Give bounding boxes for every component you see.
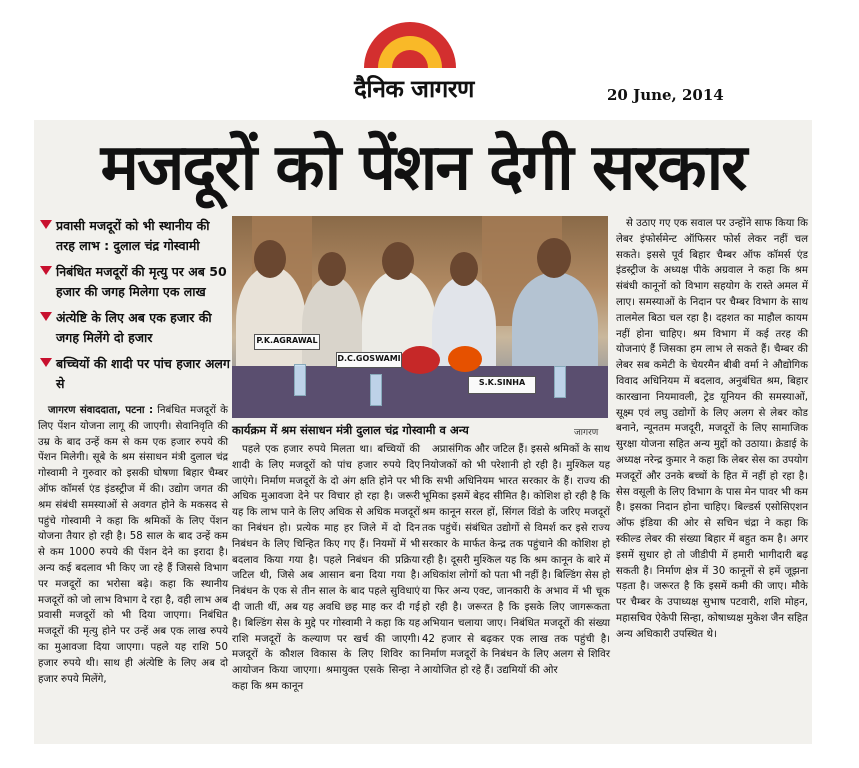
article-column-3 [422, 442, 610, 679]
column-text: पहले एक हजार रुपये मिलता था। बच्चियों की शादी के लिए मजदूरों को पांच हजार रुपये दिए जाएंगे। निर्माण मजदूरों के दो अंग क्षति होने पर भी अधिक मुआवजा देने पर विचार हो रहा है। जरूरी यह कि लाभ पाने के लिए अधिक से अधिक मजदूरों का निबंधन हो। प्रत्येक माह हर जिले में दो दिन निबंधन के लिए चिन्हित किए गए हैं। नियमों में भी बदलाव किया गया है। पहले निबंधन की प्रक्रिया जटिल थी, जिसे अब आसान बना दिया गया है। निबंधन के एक से तीन साल के बाद पहले सुविधाएं दी जाती थीं, अब यह अवधि छह माह कर दी गई है। बिल्डिंग सेस के मुद्दे पर गोस्वामी ने कहा कि यह राशि मजदूरों के कल्याण पर खर्च की जाएगी। मजदूरों के कौशल विकास के लिए शिविर का आयोजन किया जाएगा। श्रमायुक्त एसके सिन्हा ने कहा कि श्रम कानून [232, 444, 420, 692]
masthead-logo [336, 22, 492, 106]
flower-bouquet [400, 346, 440, 374]
person-head [382, 242, 414, 280]
masthead-name: दैनिक जागरण [354, 75, 474, 103]
highlight-item: प्रवासी मजदूरों को भी स्थानीय की तरह लाभ : दुलाल चंद्र गोस्वामी [40, 216, 232, 256]
column-text: अप्रासंगिक और जटिल हैं। इससे श्रमिकों के साथ नियोजकों को भी परेशानी हो रही है। मुश्किल यह कि सभी अधिनियम भारत सरकार के हैं। राज्य की भूमिका इसमें बेहद सीमित है। कोशिश हो रही है कि श्रम कानून सरल हों, सिंगल विंडो के जरिए मजदूरों तक पहुंचें। संबंधित उद्योगों से विमर्श कर इसे राज्य सरकार के मार्फत केन्द्र तक पहुंचाने की कोशिश हो रही है। दूसरी मुश्किल यह कि श्रम कानून के बारे में अधिकांश लोगों को पता भी नहीं है। बिल्डिंग सेस हो या फिर अन्य एक्ट, जानकारी के अभाव में भी चूक हो रही है। जरूरत है कि इसके लिए जागरूकता अभियान चलाया जाए। निबंधित मजदूरों की संख्या 42 हजार से बढ़कर एक लाख तक पहुंची है। निर्माण मजदूरों के निबंधन के लिए अलग से शिविर आयोजित हो रहे हैं। उद्यमियों की ओर [422, 444, 610, 677]
nameplate: P.K.AGRAWAL [254, 334, 320, 350]
highlight-item: निबंधित मजदूरों की मृत्यु पर अब 50 हजार की जगह मिलेगा एक लाख [40, 262, 232, 302]
highlight-item: बच्चियों की शादी पर पांच हजार अलग से [40, 354, 232, 394]
person [236, 266, 306, 376]
column-text: निबंधित मजदूरों के लिए पेंशन योजना लागू की जाएगी। सेवानिवृति की उम्र के बाद उन्हें कम से कम एक हजार रुपये की पेंशन मिलेगी। सूबे के श्रम संसाधन मंत्री दुलाल चंद्र गोस्वामी ने गुरुवार को इसकी घोषणा बिहार चैम्बर ऑफ कॉमर्स एंड इंडस्ट्रीज में की। उद्योग जगत की श्रम संबंधी समस्याओं से अवगत होने के मकसद से पहुंचे गोस्वामी ने कहा कि श्रमिकों के लिए पेंशन योजना तैयार हो रही है। 58 साल के बाद उन्हें कम से कम 1000 रुपये की पेंशन देने का इरादा है। अन्य कई बदलाव भी किए जा रहे हैं जिससे विभाग पर मजदूरों का भरोसा बढ़े। कहा कि स्थानीय मजदूरों को जो लाभ विभाग दे रहा है, वही लाभ अब प्रवासी मजदूरों को भी दिया जाएगा। निबंधित मजदूरों की मृत्यु होने पर उन्हें अब एक लाख रुपये का मुआवजा दिया जाएगा। पहले यह राशि 50 हजार रुपये थी। साथ ही अंत्येष्टि के लिए अब दो हजार रुपये मिलेंगे, [38, 405, 228, 685]
byline: जागरण संवाददाता, पटना : [48, 405, 154, 416]
news-clipping [34, 120, 812, 744]
person-head [537, 238, 571, 278]
article-column-2 [232, 442, 420, 695]
red-triangle-icon [40, 266, 52, 275]
nameplate: S.K.SINHA [468, 376, 536, 394]
nameplate: D.C.GOSWAMI [336, 352, 402, 368]
water-bottle [294, 364, 306, 396]
water-bottle [370, 374, 382, 406]
flower-bouquet [448, 346, 482, 372]
highlight-item: अंत्येष्टि के लिए अब एक हजार की जगह मिलेंगे दो हजार [40, 308, 232, 348]
article-column-1 [38, 403, 228, 687]
highlights-list [40, 216, 232, 400]
person-head [318, 252, 346, 286]
person [512, 272, 598, 376]
water-bottle [554, 366, 566, 398]
article-column-4 [616, 216, 808, 643]
column-text: से उठाए गए एक सवाल पर उन्होंने साफ किया कि लेबर इंफोर्समेन्ट ऑफिसर फोर्स लेकर नहीं चल सकते। इससे पूर्व बिहार चैम्बर ऑफ कॉमर्स एंड इंडस्ट्रीज के अध्यक्ष पीके अग्रवाल ने कहा कि श्रम संबंधी कानूनों को विभाग सहयोग के रास्ते अमल में लाए। समस्याओं के निदान पर चैम्बर विभाग के साथ तालमेल बिठा चल रहा है। दहशत का माहौल कायम नहीं होना चाहिए। श्रम विभाग में कई तरह की योजनाएं हैं जिसका हम लाभ ले सकते हैं। चैम्बर की लेबर सब कमेटी के चेयरमैन बीबी वर्मा ने औद्योगिक विवाद अधिनियम में बदलाव, अनुबंधित श्रम, बिहार कारखाना नियमावली, ट्रेड यूनियन की समस्याओं, सूक्ष्म एवं लघु उद्योगों के लिए अलग से लेबर कोड बनाने, न्यूनतम मजदूरी, मजदूरों के लिए सामाजिक सुरक्षा योजना सहित अन्य मुद्दों को उठाया। क्रेडाई के अध्यक्ष नरेन्द्र कुमार ने कहा कि लेबर सेस का उपयोग मजदूरों और उनके बच्चों के हित में नहीं हो रहा है। सेस वसूली के लिए विभाग के पास मेन पावर भी कम है। इसका निदान होना चाहिए। बिल्डर्स एसोसिएशन ऑफ इंडिया की ओर से सचिन चंद्रा ने कहा कि स्कील्ड लेबर की संख्या बिहार में बहुत कम है। अगर इसमें सुधार हो तो जीडीपी में हमारी भागीदारी बढ़ सकती है। निर्माण क्षेत्र में 30 कानूनों से हमें जूझना पड़ता है। जरूरत है कि इसमें कमी की जाए। मौके पर चैम्बर के उपाध्यक्ष सुभाष पटवारी, शशि मोहन, महासचिव ऐकेपी सिन्हा, कोषाध्यक्ष मुकेश जैन सहित अन्य अधिकारी उपस्थित थे। [616, 218, 808, 640]
red-triangle-icon [40, 312, 52, 321]
headline: मजदूरों को पेंशन देगी सरकार [100, 131, 746, 205]
event-photo [232, 216, 608, 418]
red-triangle-icon [40, 220, 52, 229]
publication-date: 20 June, 2014 [607, 86, 724, 104]
person-head [450, 252, 478, 286]
rising-sun-icon [362, 22, 458, 68]
person-head [254, 240, 286, 278]
red-triangle-icon [40, 358, 52, 367]
photo-credit: जागरण [574, 428, 599, 438]
photo-caption: कार्यक्रम में श्रम संसाधन मंत्री दुलाल चंद्र गोस्वामी व अन्य [232, 423, 469, 437]
